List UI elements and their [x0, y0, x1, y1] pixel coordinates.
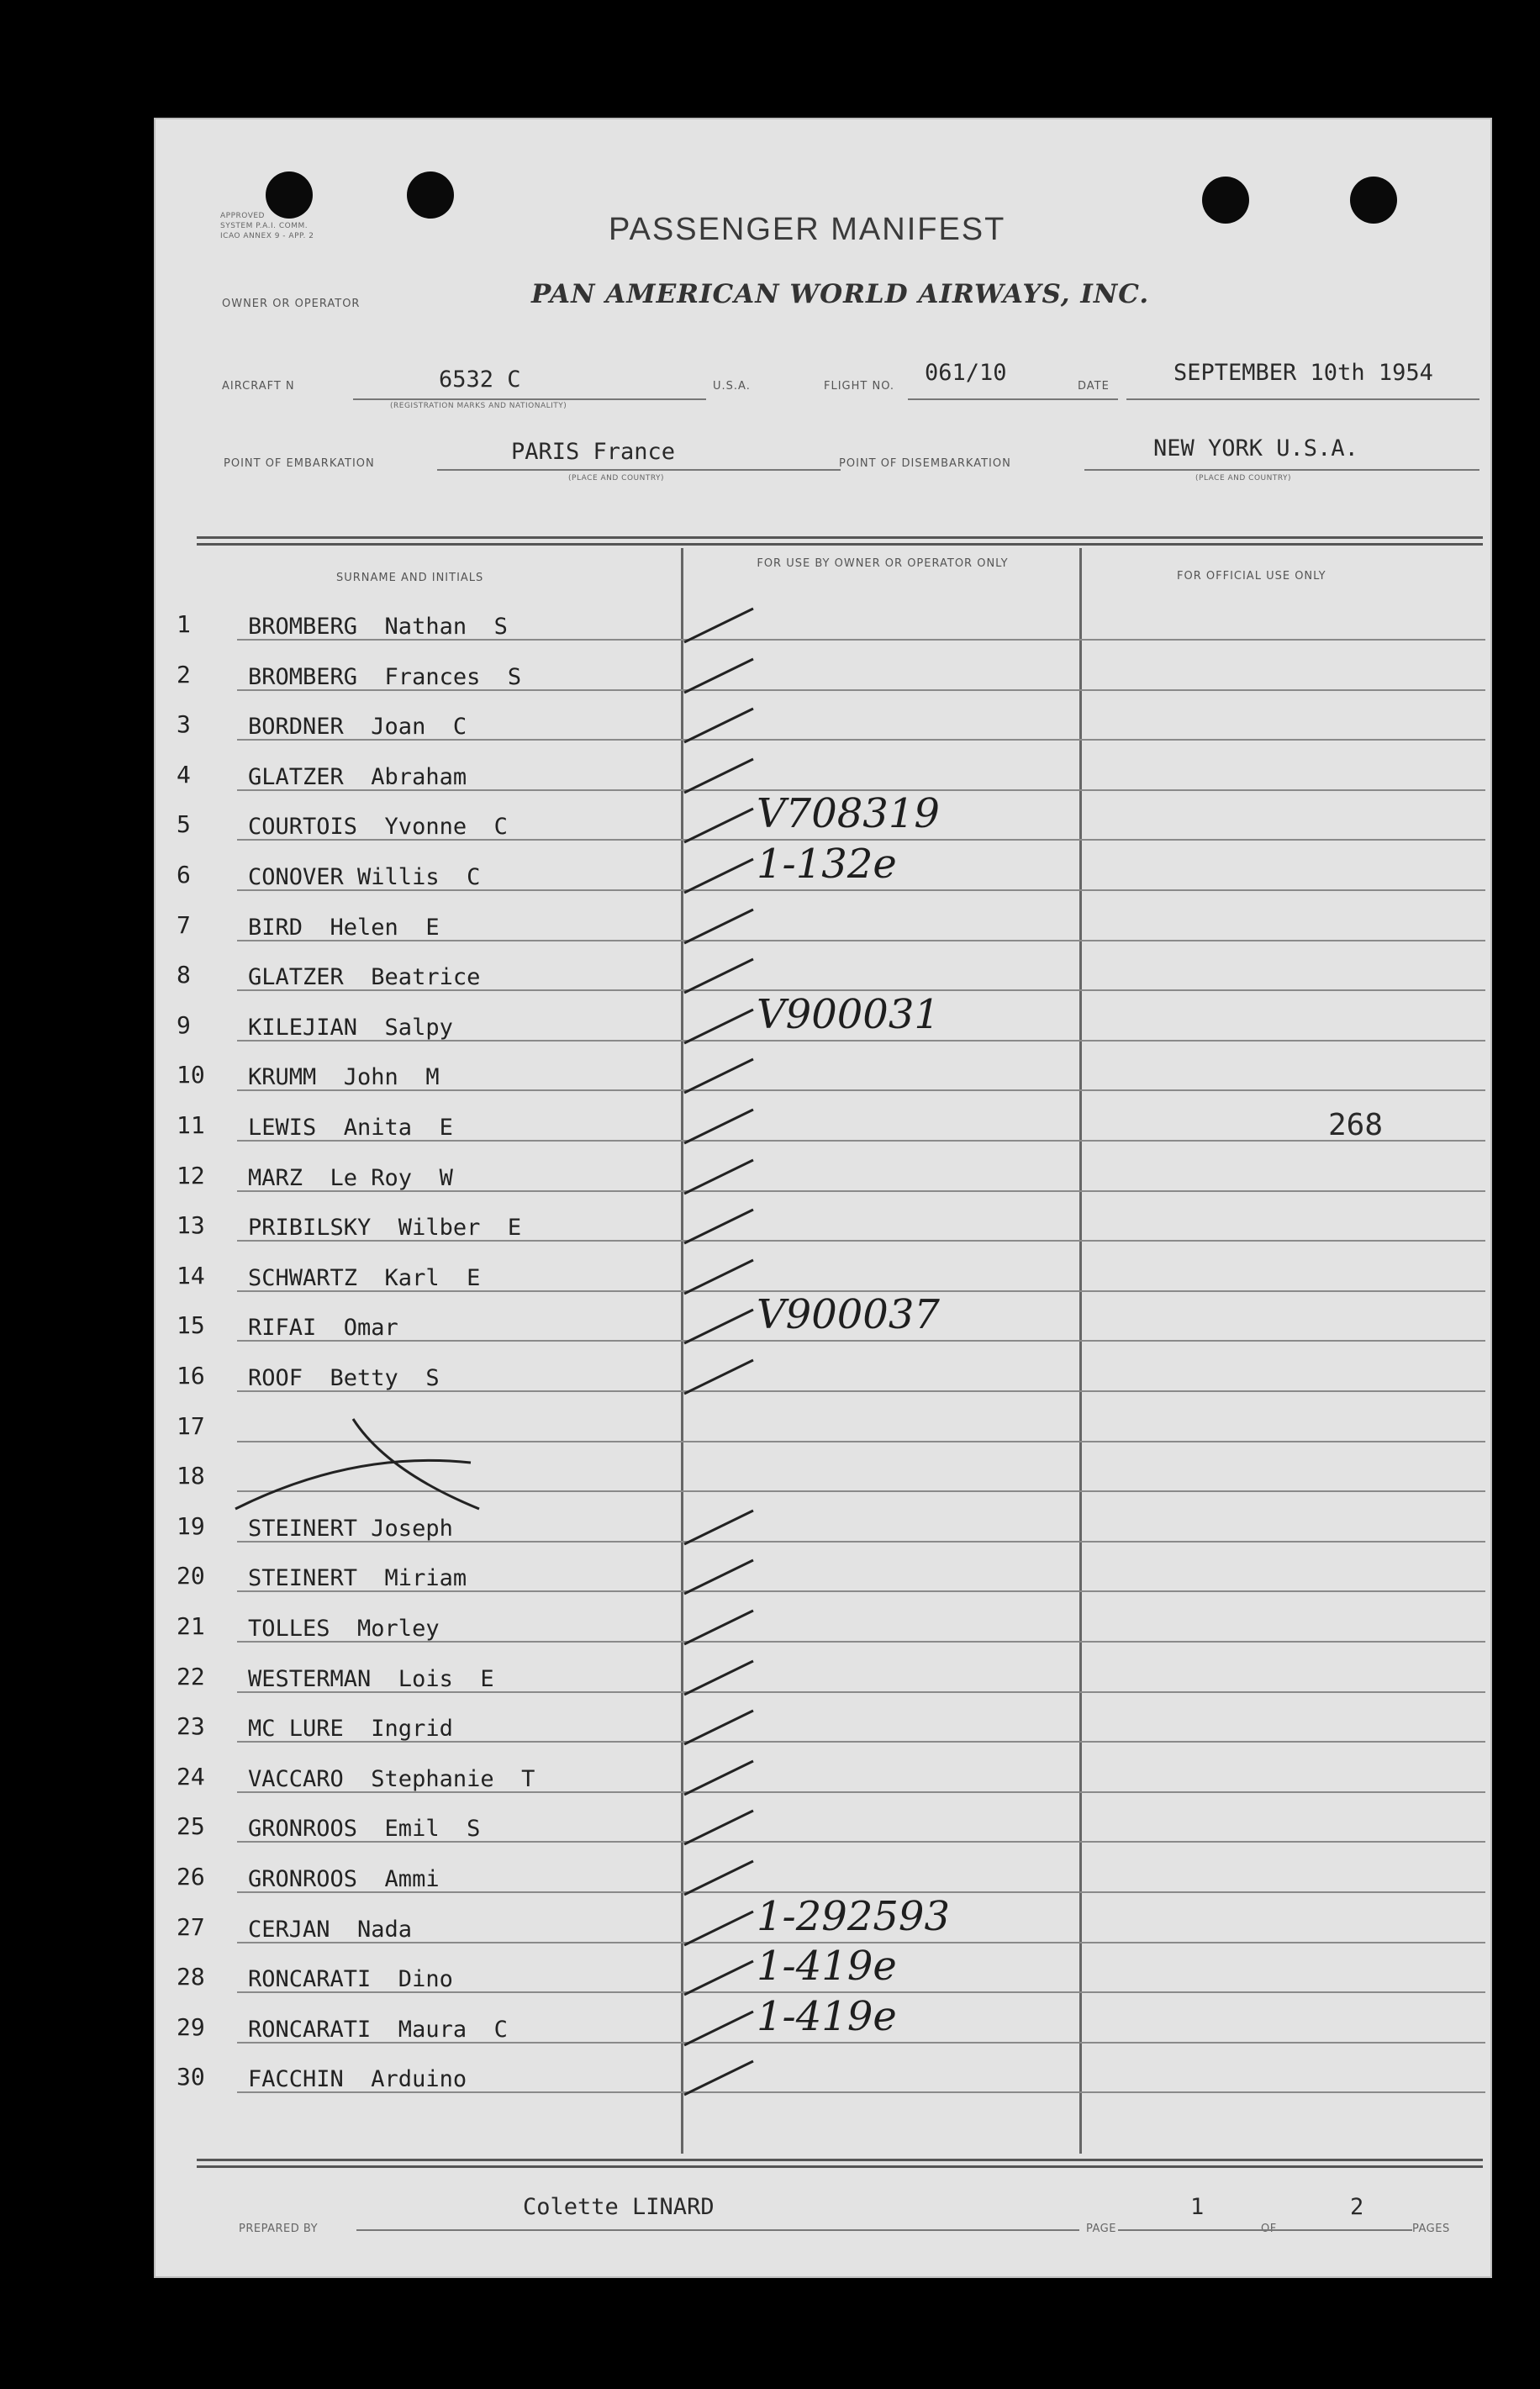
pages-underline	[1118, 2229, 1412, 2231]
operator-note: 1-132e	[757, 841, 897, 888]
table-top-rule	[197, 543, 1483, 546]
check-mark-icon	[678, 1502, 770, 1553]
check-mark-icon	[678, 1352, 770, 1402]
passenger-name: ROOF Betty S	[248, 1365, 440, 1391]
operator-note: 1-419e	[757, 1992, 897, 2040]
passenger-name: BROMBERG Nathan S	[248, 614, 508, 640]
row-number: 24	[177, 1762, 205, 1790]
approval-line: APPROVED	[220, 212, 265, 220]
check-mark-icon	[678, 700, 770, 751]
row-number: 10	[177, 1061, 205, 1089]
page-label: PAGE	[1086, 2223, 1116, 2235]
check-mark-icon	[678, 1753, 770, 1803]
passenger-name: CONOVER Willis C	[248, 864, 481, 890]
passenger-name: RIFAI Omar	[248, 1315, 398, 1342]
passenger-name: GRONROOS Emil S	[248, 1816, 481, 1843]
owner-label: OWNER OR OPERATOR	[222, 298, 361, 310]
embark-value: PARIS France	[511, 439, 676, 465]
punch-hole	[1350, 177, 1397, 224]
passenger-name: BORDNER Joan C	[248, 714, 467, 741]
owner-name: PAN AMERICAN WORLD AIRWAYS, INC.	[531, 279, 1150, 309]
row-number: 1	[177, 610, 191, 638]
passenger-name: MC LURE Ingrid	[248, 1716, 453, 1743]
embark-label: POINT OF EMBARKATION	[224, 457, 375, 470]
row-number: 14	[177, 1261, 205, 1289]
aircraft-sub: (REGISTRATION MARKS AND NATIONALITY)	[390, 402, 567, 410]
check-mark-icon	[678, 600, 770, 651]
col-header-surname: SURNAME AND INITIALS	[336, 572, 484, 584]
passenger-name: KILEJIAN Salpy	[248, 1014, 453, 1041]
row-number: 22	[177, 1662, 205, 1690]
passenger-name: RONCARATI Maura C	[248, 2016, 508, 2043]
row-number: 27	[177, 1912, 205, 1941]
check-mark-icon	[678, 1702, 770, 1753]
operator-note: V900031	[757, 990, 940, 1038]
flight-underline	[908, 398, 1118, 400]
table-bottom-rule	[197, 2165, 1483, 2168]
row-number: 18	[177, 1462, 205, 1490]
check-mark-icon	[678, 2053, 770, 2103]
row-number: 5	[177, 810, 191, 839]
passenger-name: SCHWARTZ Karl E	[248, 1264, 481, 1291]
aircraft-label: AIRCRAFT N	[222, 380, 295, 393]
row-number: 2	[177, 660, 191, 688]
operator-note: V900037	[757, 1291, 940, 1339]
row-number: 21	[177, 1612, 205, 1640]
row-number: 9	[177, 1010, 191, 1039]
page-number: 1	[1190, 2194, 1205, 2220]
row-number: 25	[177, 1812, 205, 1841]
table-top-rule	[197, 536, 1483, 539]
flight-value: 061/10	[925, 360, 1007, 386]
approval-line: ICAO ANNEX 9 - APP. 2	[220, 232, 314, 240]
passenger-name: KRUMM John M	[248, 1064, 440, 1091]
passenger-name: BIRD Helen E	[248, 914, 440, 941]
check-mark-icon	[678, 1201, 770, 1252]
passenger-name: COURTOIS Yvonne C	[248, 814, 508, 841]
row-number: 12	[177, 1161, 205, 1189]
row-number: 6	[177, 861, 191, 889]
passenger-name: WESTERMAN Lois E	[248, 1665, 494, 1692]
row-number: 16	[177, 1362, 205, 1390]
date-underline	[1126, 398, 1479, 400]
date-value: SEPTEMBER 10th 1954	[1173, 360, 1433, 386]
operator-note: 1-419e	[757, 1943, 897, 1991]
flight-label: FLIGHT NO.	[824, 380, 895, 393]
of-label: OF	[1261, 2223, 1277, 2235]
row-number: 30	[177, 2063, 205, 2091]
row-number: 8	[177, 961, 191, 989]
check-mark-icon	[678, 1051, 770, 1101]
disembark-underline	[1084, 469, 1479, 471]
row-number: 26	[177, 1863, 205, 1891]
row-number: 3	[177, 710, 191, 739]
passenger-name: RONCARATI Dino	[248, 1966, 453, 1993]
disembark-label: POINT OF DISEMBARKATION	[839, 457, 1011, 470]
prepared-by-value: Colette LINARD	[523, 2194, 715, 2220]
passenger-name: STEINERT Miriam	[248, 1565, 467, 1592]
table-bottom-rule	[197, 2159, 1483, 2161]
passenger-name: FACCHIN Arduino	[248, 2066, 467, 2093]
passenger-name: MARZ Le Roy W	[248, 1164, 453, 1191]
check-mark-icon	[678, 651, 770, 701]
row-number: 15	[177, 1311, 205, 1340]
passenger-name: STEINERT Joseph	[248, 1515, 453, 1542]
passenger-name: GLATZER Beatrice	[248, 964, 481, 991]
passenger-name: GRONROOS Ammi	[248, 1866, 440, 1892]
row-number: 20	[177, 1562, 205, 1590]
operator-note: V708319	[757, 790, 940, 838]
row-number: 29	[177, 2012, 205, 2041]
aircraft-value: 6532 C	[439, 367, 521, 393]
passenger-name: CERJAN Nada	[248, 1916, 413, 1943]
aircraft-underline	[353, 398, 706, 400]
disembark-sub: (PLACE AND COUNTRY)	[1195, 474, 1292, 483]
embark-sub: (PLACE AND COUNTRY)	[568, 474, 665, 483]
row-rule	[237, 1340, 1485, 1342]
approval-line: SYSTEM P.A.I. COMM.	[220, 222, 309, 230]
row-number: 11	[177, 1111, 205, 1139]
row-number: 17	[177, 1411, 205, 1440]
check-mark-icon	[678, 1552, 770, 1602]
passenger-name: BROMBERG Frances S	[248, 663, 522, 690]
row-number: 19	[177, 1511, 205, 1540]
row-number: 28	[177, 1963, 205, 1991]
check-mark-icon	[678, 1602, 770, 1653]
pages-label: PAGES	[1412, 2223, 1450, 2235]
check-mark-icon	[678, 1152, 770, 1202]
passenger-name: VACCARO Stephanie T	[248, 1765, 535, 1792]
passenger-name: TOLLES Morley	[248, 1616, 440, 1642]
date-label: DATE	[1078, 380, 1110, 393]
row-number: 4	[177, 760, 191, 788]
col-header-owner-use: FOR USE BY OWNER OR OPERATOR ONLY	[757, 557, 1009, 570]
official-use-value: 268	[1328, 1108, 1384, 1142]
passenger-name: LEWIS Anita E	[248, 1115, 453, 1141]
row-number: 13	[177, 1211, 205, 1240]
punch-hole	[407, 171, 454, 219]
crossed-out-mark	[227, 1412, 496, 1521]
check-mark-icon	[678, 901, 770, 952]
passenger-name: GLATZER Abraham	[248, 763, 467, 790]
check-mark-icon	[678, 1653, 770, 1703]
usa-label: U.S.A.	[713, 380, 751, 393]
disembark-value: NEW YORK U.S.A.	[1153, 435, 1358, 461]
passenger-name: PRIBILSKY Wilber E	[248, 1215, 522, 1242]
col-header-official: FOR OFFICIAL USE ONLY	[1177, 570, 1326, 583]
prepared-underline	[356, 2229, 1079, 2231]
punch-hole	[1202, 177, 1249, 224]
check-mark-icon	[678, 1101, 770, 1152]
prepared-by-label: PREPARED BY	[239, 2223, 319, 2235]
page-total: 2	[1350, 2194, 1364, 2220]
operator-note: 1-292593	[757, 1892, 950, 1940]
row-number: 23	[177, 1712, 205, 1741]
embark-underline	[437, 469, 841, 471]
page-title: PASSENGER MANIFEST	[609, 212, 1006, 247]
punch-hole	[266, 171, 313, 219]
row-number: 7	[177, 910, 191, 939]
check-mark-icon	[678, 1802, 770, 1853]
